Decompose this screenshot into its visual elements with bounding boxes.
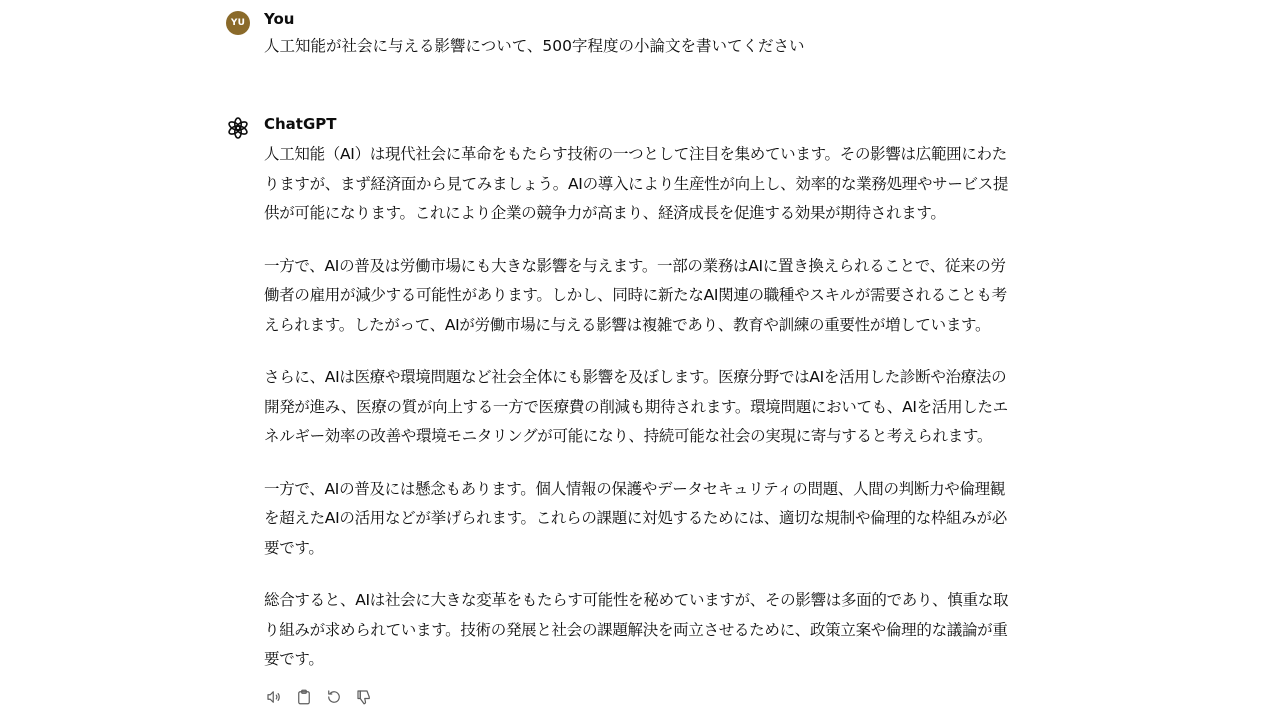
reply-paragraph-4: 一方で、AIの普及には懸念もあります。個人情報の保護やデータセキュリティの問題、人間の判断力や倫理観を超えたAIの活用などが挙げられます。これらの課題に対処するためには、適切な規制や倫理的な枠組みが必要です。: [264, 479, 1007, 557]
message-actions: [264, 687, 374, 707]
assistant-author-name: ChatGPT: [264, 115, 337, 133]
bad-response-button[interactable]: [354, 687, 374, 707]
copy-icon: [295, 688, 313, 706]
reply-paragraph-2: 一方で、AIの普及は労働市場にも大きな影響を与えます。一部の業務はAIに置き換えられることで、従来の労働者の雇用が減少する可能性があります。しかし、同時に新たなAI関連の職種やスキルが需要されることも考えられます。したがって、AIが労働市場に与える影響は複雑であり、教育や訓練の重要性が増しています。: [264, 256, 1007, 334]
reply-paragraph-3: さらに、AIは医療や環境問題など社会全体にも影響を及ぼします。医療分野ではAIを活用した診断や治療法の開発が進み、医療の質が向上する一方で医療費の削減も期待されます。環境問題においても、AIを活用したエネルギー効率の改善や環境モニタリングが可能になり、持続可能な社会の実現に寄与すると考えられます。: [264, 368, 1008, 445]
reply-paragraph-5: 総合すると、AIは社会に大きな変革をもたらす可能性を秘めていますが、その影響は多面的であり、慎重な取り組みが求められています。技術の発展と社会の課題解決を両立させるために、政策立案や倫理的な議論が重要です。: [264, 591, 1009, 668]
user-author-name: You: [264, 10, 295, 28]
regenerate-button[interactable]: [324, 687, 344, 707]
copy-button[interactable]: [294, 687, 314, 707]
user-avatar: YU: [226, 11, 250, 35]
regenerate-icon: [325, 688, 343, 706]
assistant-reply: [264, 140, 1016, 698]
thumbs-down-icon: [355, 688, 373, 706]
openai-logo-icon: [226, 116, 250, 140]
reply-paragraph-1: 人工知能（AI）は現代社会に革命をもたらす技術の一つとして注目を集めています。その影響は広範囲にわたりますが、まず経済面から見てみましょう。AIの導入により生産性が向上し、効率的な業務処理やサービス提供が可能になります。これにより企業の競争力が高まり、経済成長を促進する効果が期待されます。: [264, 145, 1009, 222]
speaker-icon: [265, 688, 283, 706]
read-aloud-button[interactable]: [264, 687, 284, 707]
user-message-text: 人工知能が社会に与える影響について、500字程度の小論文を書いてください: [264, 37, 805, 55]
